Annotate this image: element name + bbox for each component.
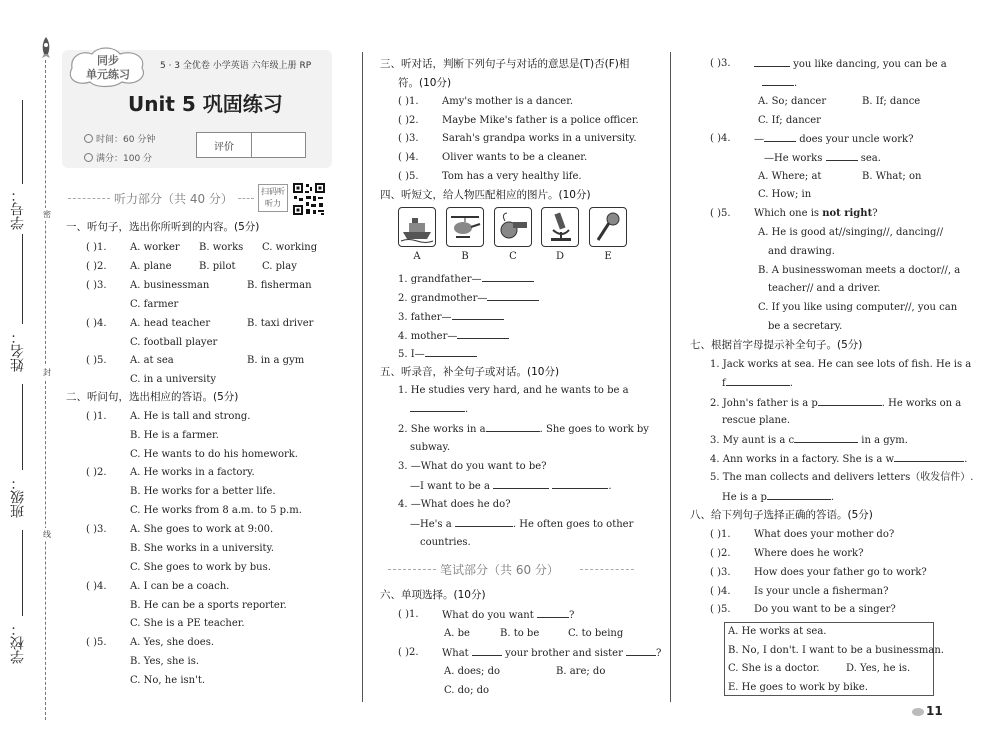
- option-a: A. Yes, she does.: [130, 637, 215, 648]
- option-a: A. So; dancer: [758, 96, 827, 107]
- answer-option-c: C. She is a doctor.: [728, 663, 820, 674]
- option-c: C. farmer: [130, 299, 179, 310]
- answer-blank[interactable]: [486, 422, 540, 432]
- answer-bracket[interactable]: ( )4.: [398, 152, 419, 163]
- school-line[interactable]: [22, 530, 23, 616]
- option-b: B. works: [199, 242, 244, 253]
- name-label: 姓名：: [10, 330, 26, 372]
- fill-sentence: He is a p .: [722, 492, 835, 503]
- answer-option-a: A. He works at sea.: [728, 626, 827, 637]
- fill-sentence: —I want to be a .: [410, 481, 612, 492]
- option-c: C. He works from 8 a.m. to 5 p.m.: [130, 505, 302, 516]
- answer-bracket[interactable]: ( )2.: [86, 467, 107, 478]
- picture-label: E: [604, 251, 612, 262]
- answer-bracket[interactable]: ( )1.: [86, 242, 107, 253]
- picture-d: [541, 207, 579, 247]
- picture-c: [494, 207, 532, 247]
- answer-blank[interactable]: [794, 433, 858, 443]
- answer-bracket[interactable]: ( )4.: [710, 133, 731, 144]
- answer-option-b: B. No, I don't. I want to be a businessman.: [728, 645, 944, 656]
- question-text: — does your uncle work?: [754, 134, 914, 145]
- written-part-title: 笔试部分（共 60 分）: [440, 563, 559, 577]
- fill-sentence: 1. He studies very hard, and he wants to be a: [398, 385, 629, 396]
- picture-label: C: [509, 251, 517, 262]
- picture-e: [589, 207, 627, 247]
- statement-text: Oliver wants to be a cleaner.: [442, 152, 588, 163]
- clock-icon: [84, 134, 93, 143]
- decor-dash: [238, 198, 254, 199]
- fill-sentence: 2. She works in a . She goes to work by: [398, 424, 649, 435]
- option-b: B. What; on: [862, 171, 922, 182]
- seal-mark-xian: 线: [43, 530, 51, 539]
- binding-margin: [0, 0, 58, 750]
- whistle-icon: [495, 208, 531, 246]
- answer-blank[interactable]: [626, 646, 656, 656]
- answer-option-d: D. Yes, he is.: [846, 663, 911, 674]
- ship-icon: [399, 208, 435, 246]
- answer-blank[interactable]: [552, 479, 608, 489]
- question-text: Is your uncle a fisherman?: [754, 586, 889, 597]
- fill-sentence: f .: [722, 378, 793, 389]
- option-b-cont: teacher// and a driver.: [768, 283, 881, 294]
- answer-bracket[interactable]: ( )2.: [398, 647, 419, 658]
- question-text: How does your father go to work?: [754, 567, 927, 578]
- answer-blank[interactable]: [894, 452, 964, 462]
- fill-sentence: 5. The man collects and delivers letters（收发信件）.: [710, 472, 974, 483]
- fill-sentence: 1. Jack works at sea. He can see lots of fish. He is a: [710, 359, 972, 370]
- scan-listen-label: 扫码听听力: [258, 184, 288, 212]
- qr-code-icon[interactable]: [292, 182, 326, 216]
- question-text: What your brother and sister ?: [442, 648, 662, 659]
- time-limit: 时间：60 分钟: [84, 132, 155, 145]
- option-c: C. do; do: [444, 685, 490, 696]
- match-item: 2. grandmother—: [398, 291, 539, 305]
- class-label: 班级：: [10, 476, 26, 518]
- fill-sentence: 3. My aunt is a c in a gym.: [710, 435, 908, 446]
- match-item: 4. mother—: [398, 329, 509, 343]
- class-line[interactable]: [22, 384, 23, 470]
- option-c: C. She is a PE teacher.: [130, 618, 245, 629]
- fold-line: [45, 60, 46, 720]
- answer-blank[interactable]: [487, 291, 539, 301]
- option-b: B. He is a farmer.: [130, 430, 219, 441]
- statement-text: Sarah's grandpa works in a university.: [442, 133, 637, 144]
- answer-bracket[interactable]: ( )1.: [398, 609, 419, 620]
- check-icon: [84, 153, 93, 162]
- answer-bracket[interactable]: ( )1.: [398, 96, 419, 107]
- answer-bracket[interactable]: ( )2.: [398, 115, 419, 126]
- question-text: —He works sea.: [764, 153, 881, 164]
- option-b: B. in a gym: [247, 355, 305, 366]
- rocket-icon: [36, 36, 56, 60]
- evaluation-field[interactable]: [252, 133, 305, 157]
- option-a: A. He is tall and strong.: [130, 411, 251, 422]
- option-b: B. She works in a university.: [130, 543, 275, 554]
- answer-blank[interactable]: [410, 402, 465, 412]
- answer-bracket[interactable]: ( )3.: [398, 133, 419, 144]
- school-label: 学校：: [10, 622, 26, 664]
- picture-b: [446, 207, 484, 247]
- student-id-line[interactable]: [22, 100, 23, 184]
- question-text: Do you want to be a singer?: [754, 604, 896, 615]
- answer-bracket[interactable]: ( )3.: [710, 567, 731, 578]
- option-c: C. How; in: [758, 189, 812, 200]
- fill-sentence: rescue plane.: [722, 415, 791, 426]
- answer-blank[interactable]: [493, 479, 549, 489]
- question-text: .: [762, 76, 797, 90]
- question-text: What do you want ?: [442, 610, 575, 621]
- student-id-label: 学号：: [10, 188, 26, 230]
- answer-blank[interactable]: [826, 151, 858, 161]
- option-a: A. be: [444, 628, 470, 639]
- option-c: C. play: [262, 261, 297, 272]
- answer-blank[interactable]: [452, 310, 504, 320]
- statement-text: Amy's mother is a dancer.: [442, 96, 574, 107]
- answer-bracket[interactable]: ( )1.: [86, 411, 107, 422]
- evaluation-box: [196, 132, 306, 158]
- evaluation-label: 评价: [197, 133, 252, 157]
- fill-sentence: 4. Ann works in a factory. She is a w .: [710, 454, 968, 465]
- answer-bracket[interactable]: ( )3.: [86, 524, 107, 535]
- answer-blank[interactable]: [767, 490, 831, 500]
- option-c: C. If; dancer: [758, 115, 821, 126]
- option-c-cont: be a secretary.: [768, 321, 843, 332]
- option-a-cont: and drawing.: [768, 246, 835, 257]
- fill-sentence: 4. —What does he do?: [398, 499, 511, 510]
- answer-blank[interactable]: [537, 608, 569, 618]
- fill-sentence: .: [410, 402, 468, 416]
- answer-bracket[interactable]: ( )3.: [710, 58, 731, 69]
- option-b: B. pilot: [199, 261, 236, 272]
- answer-blank[interactable]: [455, 517, 513, 527]
- microscope-icon: [542, 208, 578, 246]
- section-5-title: 五、听录音，补全句子或对话。(10分): [380, 366, 560, 378]
- option-c: C. If you like using computer//, you can: [758, 302, 958, 313]
- answer-bracket[interactable]: ( )5.: [86, 637, 107, 648]
- answer-blank[interactable]: [457, 329, 509, 339]
- option-a: A. worker: [130, 242, 180, 253]
- answer-bracket[interactable]: ( )5.: [398, 171, 419, 182]
- fill-sentence: countries.: [420, 537, 471, 548]
- badge-line1: 同步: [97, 54, 119, 67]
- helicopter-icon: [447, 208, 483, 246]
- section-7-title: 七、根据首字母提示补全句子。(5分): [690, 339, 863, 351]
- fill-sentence: subway.: [410, 442, 450, 453]
- section-8-title: 八、给下列句子选择正确的答语。(5分): [690, 509, 873, 521]
- question-text: What does your mother do?: [754, 529, 895, 540]
- column-divider: [670, 52, 671, 702]
- seal-mark-mi: 密: [43, 210, 51, 219]
- answer-bracket[interactable]: ( )5.: [710, 604, 731, 615]
- answer-blank[interactable]: [762, 76, 794, 86]
- answer-blank[interactable]: [726, 376, 790, 386]
- answer-blank[interactable]: [764, 132, 796, 142]
- picture-a: [398, 207, 436, 247]
- answer-bracket[interactable]: ( )2.: [86, 261, 107, 272]
- seal-mark-feng: 封: [43, 368, 51, 377]
- option-b: B. A businesswoman meets a doctor//, a: [758, 265, 961, 276]
- picture-label: B: [461, 251, 469, 262]
- decor-dash: [68, 198, 110, 199]
- option-a: A. I can be a coach.: [130, 581, 230, 592]
- answer-bracket[interactable]: ( )4.: [86, 318, 107, 329]
- answer-bracket[interactable]: ( )5.: [710, 208, 731, 219]
- option-a: A. at sea: [130, 355, 174, 366]
- option-b: B. He works for a better life.: [130, 486, 276, 497]
- option-b: B. Yes, she is.: [130, 656, 200, 667]
- decor-dash: [580, 569, 634, 570]
- answer-bracket[interactable]: ( )5.: [86, 355, 107, 366]
- answer-blank[interactable]: [818, 396, 882, 406]
- option-a: A. Where; at: [758, 171, 822, 182]
- option-c: C. football player: [130, 337, 218, 348]
- option-a: A. does; do: [444, 666, 501, 677]
- fill-sentence: 3. —What do you want to be?: [398, 461, 547, 472]
- column-divider: [362, 52, 363, 702]
- option-c: C. No, he isn't.: [130, 675, 206, 686]
- answer-bracket[interactable]: ( )2.: [710, 548, 731, 559]
- page-number: 11: [926, 704, 943, 718]
- statement-text: Maybe Mike's father is a police officer.: [442, 115, 639, 126]
- decor-dash: [388, 569, 436, 570]
- picture-label: D: [555, 251, 565, 262]
- statement-text: Tom has a very healthy life.: [442, 171, 582, 182]
- option-b: B. are; do: [556, 666, 606, 677]
- answer-blank[interactable]: [754, 57, 790, 67]
- book-series-label: 5 · 3 全优卷 小学英语 六年级上册 RP: [160, 61, 312, 71]
- section-1-title: 一、听句子，选出你所听到的内容。(5分): [66, 221, 260, 233]
- answer-bracket[interactable]: ( )3.: [86, 280, 107, 291]
- option-c: C. in a university: [130, 374, 217, 385]
- question-text: Where does he work?: [754, 548, 864, 559]
- sync-practice-badge: [66, 44, 150, 88]
- option-b: B. taxi driver: [247, 318, 314, 329]
- unit-title: Unit 5 巩固练习: [128, 92, 283, 116]
- fill-sentence: 2. John's father is a p . He works on a: [710, 398, 962, 409]
- badge-line2: 单元练习: [86, 68, 130, 81]
- section-3-title: 三、听对话，判断下列句子与对话的意思是(T)否(F)相: [380, 58, 630, 70]
- section-6-title: 六、单项选择。(10分): [380, 589, 486, 601]
- option-c: C. He wants to do his homework.: [130, 449, 298, 460]
- option-a: A. plane: [130, 261, 172, 272]
- option-a: A. She goes to work at 9:00.: [130, 524, 274, 535]
- page-number-decor: [912, 708, 924, 716]
- question-text: you like dancing, you can be a: [754, 57, 947, 71]
- microphone-icon: [590, 208, 626, 246]
- option-c: C. to being: [568, 628, 624, 639]
- match-item: 5. I—: [398, 347, 477, 361]
- picture-label: A: [413, 251, 421, 262]
- name-line[interactable]: [22, 234, 23, 324]
- fill-sentence: —He's a . He often goes to other: [410, 519, 634, 530]
- answer-bracket[interactable]: ( )4.: [710, 586, 731, 597]
- option-a: A. He works in a factory.: [130, 467, 255, 478]
- option-a: A. He is good at//singing//, dancing//: [758, 227, 944, 238]
- option-c: C. working: [262, 242, 318, 253]
- full-score: 满分：100 分: [84, 151, 152, 164]
- question-text: Which one is not right?: [754, 208, 878, 219]
- match-item: 3. father—: [398, 310, 504, 324]
- option-a: A. businessman: [130, 280, 210, 291]
- answer-blank[interactable]: [482, 272, 534, 282]
- option-b: B. to be: [500, 628, 540, 639]
- answer-blank[interactable]: [472, 646, 502, 656]
- answer-bracket[interactable]: ( )4.: [86, 581, 107, 592]
- section-3-title-cont: 符。(10分): [398, 77, 452, 89]
- option-b: B. He can be a sports reporter.: [130, 600, 287, 611]
- answer-blank[interactable]: [425, 347, 477, 357]
- answer-option-e: E. He goes to work by bike.: [728, 682, 868, 693]
- option-b: B. fisherman: [247, 280, 312, 291]
- section-2-title: 二、听问句，选出相应的答语。(5分): [66, 391, 239, 403]
- match-item: 1. grandfather—: [398, 272, 534, 286]
- answer-bracket[interactable]: ( )1.: [710, 529, 731, 540]
- listening-part-title: 听力部分（共 40 分）: [114, 192, 233, 206]
- section-4-title: 四、听短文，给人物匹配相应的图片。(10分): [380, 189, 591, 201]
- option-a: A. head teacher: [130, 318, 211, 329]
- option-b: B. If; dance: [862, 96, 921, 107]
- option-c: C. She goes to work by bus.: [130, 562, 271, 573]
